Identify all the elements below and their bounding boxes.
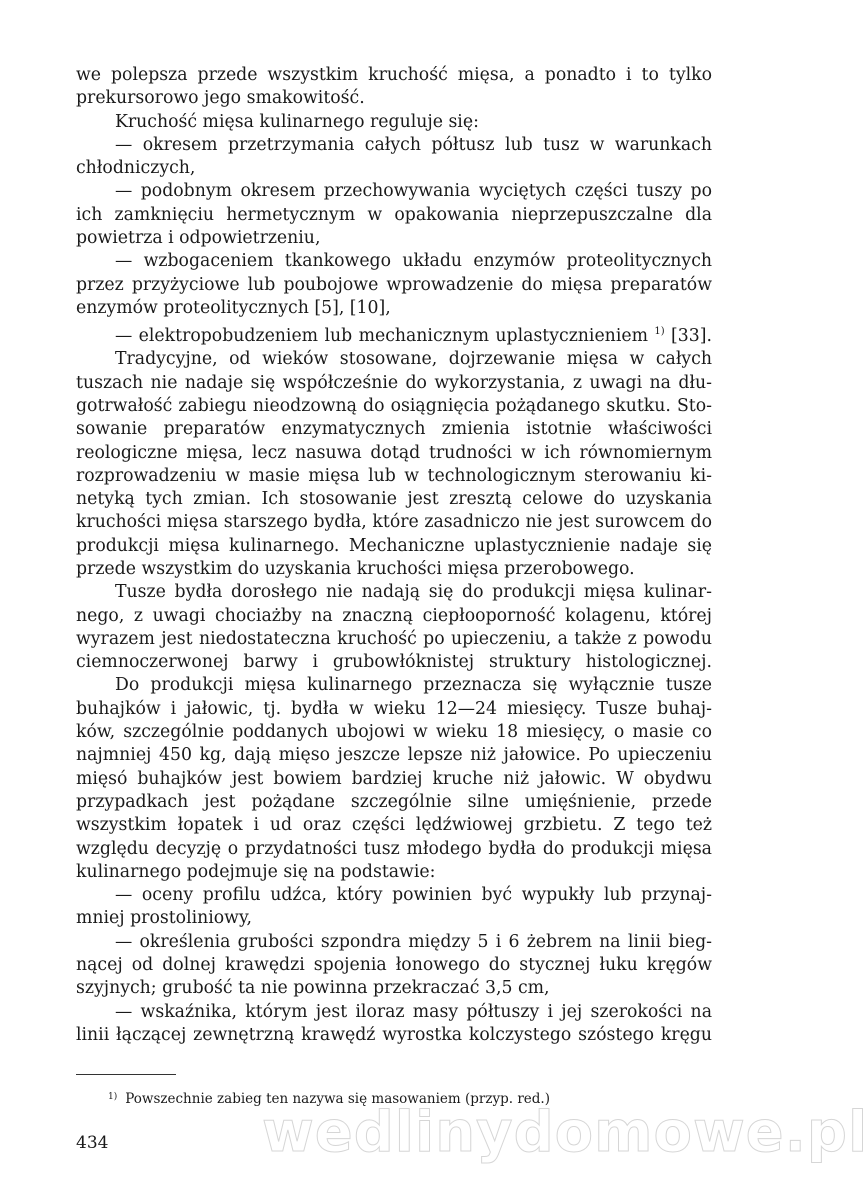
text-line: szyjnych; grubość ta nie powinna przekraczać 3,5 cm, [76, 978, 550, 999]
text-line: kruchości mięsa starszego bydła, które zasadniczo nie jest surowcem do [76, 512, 712, 533]
text-line: najmniej 450 kg, dają mięso jeszcze lepsze niż jałowice. Po upieczeniu [76, 745, 712, 766]
text-line: przez przyżyciowe lub poubojowe wprowadzenie do mięsa preparatów [76, 274, 712, 295]
list-item-line: — wskaźnika, którym jest iloraz masy półtuszy i jej szerokości na [115, 1001, 712, 1022]
text-line: mięsó buhajków jest bowiem bardziej kruche niż jałowic. W obydwu [76, 768, 712, 789]
text-line: buhajków i jałowic, tj. bydła w wieku 12—24 miesięcy. Tusze buhaj- [76, 698, 712, 719]
text-line: linii łączącej zewnętrzną krawędź wyrostka kolczystego szóstego kręgu [76, 1024, 712, 1045]
text-line: mniej prostoliniowy, [76, 908, 252, 929]
footnote [108, 1088, 550, 1108]
text-line: przypadkach jest pożądane szczególnie silne umięśnienie, przede [76, 791, 712, 812]
text-line: ich zamknięciu hermetycznym w opakowania nieprzepuszczalne dla [76, 204, 712, 225]
footnote-text: Powszechnie zabieg ten nazywa się masowaniem (przyp. red.) [125, 1091, 550, 1107]
list-item-line: — oceny profilu udźca, który powinien być wypukły lub przynaj- [115, 885, 712, 906]
page-body [76, 64, 712, 1047]
text-line: rozprowadzeniu w masie mięsa lub w technologicznym sterowaniu ki- [76, 465, 712, 486]
list-item-line: — podobnym okresem przechowywania wyciętych części tuszy po [115, 181, 712, 202]
text-line: chłodniczych, [76, 158, 196, 179]
list-item-line: — okresem przetrzymania całych półtusz lub tusz w warunkach [115, 134, 712, 155]
text-line: produkcji mięsa kulinarnego. Mechaniczne uplastycznienie nadaje się [76, 535, 712, 556]
paragraph-line: Do produkcji mięsa kulinarnego przeznacza się wyłącznie tusze [115, 675, 712, 696]
paragraph-line: Tradycyjne, od wieków stosowane, dojrzewanie mięsa w całych [115, 349, 712, 370]
text-line: wszystkim łopatek i ud oraz części lędźwiowej grzbietu. Z tego też [76, 815, 712, 836]
page-number: 434 [76, 1133, 109, 1153]
text-line: tuszach nie nadaje się współcześnie do wykorzystania, z uwagi na dłu- [76, 372, 712, 393]
footnote-ref: 1) [654, 326, 665, 338]
text-line: we polepsza przede wszystkim kruchość mięsa, a ponadto i to tylko [76, 65, 712, 85]
text-line: ciemnoczerwonej barwy i grubowłóknistej struktury histologicznej. [76, 652, 712, 673]
text-line: reologiczne mięsa, lecz nasuwa dotąd trudności w ich równomiernym [76, 442, 712, 463]
list-item-line [76, 320, 712, 348]
text-line: powietrza i odpowietrzeniu, [76, 228, 321, 249]
text-line: nącej od dolnej krawędzi spojenia łonowego do stycznej łuku kręgów [76, 955, 712, 976]
text-line: netyką tych zmian. Ich stosowanie jest zresztą celowe do uzyskania [76, 489, 712, 510]
citation: [33]. [671, 326, 713, 347]
watermark: wedlinydomowe.pl [262, 1100, 868, 1165]
list-item-line: — określenia grubości szpondra między 5 i 6 żebrem na linii bieg- [115, 931, 712, 952]
text-line: ków, szczególnie poddanych ubojowi w wieku 18 miesięcy, o masie co [76, 722, 712, 743]
text-line: sowanie preparatów enzymatycznych zmienia istotnie właściwości [76, 419, 712, 440]
list-item-line: — wzbogaceniem tkankowego układu enzymów proteolitycznych [115, 251, 712, 272]
text-line: Kruchość mięsa kulinarnego reguluje się: [115, 111, 479, 132]
footnote-marker: 1) [108, 1092, 118, 1102]
text-line: gotrwałość zabiegu nieodzowną do osiągnięcia pożądanego skutku. Sto- [76, 395, 712, 416]
text-line: prekursorowo jego smakowitość. [76, 88, 365, 109]
text-line: nego, z uwagi chociażby na znaczną ciepłooporność kolagenu, której [76, 605, 712, 626]
text-line: wyrazem jest niedostateczna kruchość po upieczeniu, a także z powodu [76, 628, 712, 649]
text-line: przede wszystkim do uzyskania kruchości mięsa przerobowego. [76, 559, 635, 579]
text-span: — elektropobudzeniem lub mechanicznym uplastycznieniem [115, 326, 648, 347]
text-line: enzymów proteolitycznych [5], [10], [76, 297, 391, 318]
text-line: kulinarnego podejmuje się na podstawie: [76, 861, 436, 882]
footnote-divider [76, 1074, 176, 1075]
paragraph-line: Tusze bydła dorosłego nie nadają się do produkcji mięsa kulinar- [115, 582, 712, 603]
text-line: względu decyzję o przydatności tusz młodego bydła do produkcji mięsa [76, 838, 712, 859]
